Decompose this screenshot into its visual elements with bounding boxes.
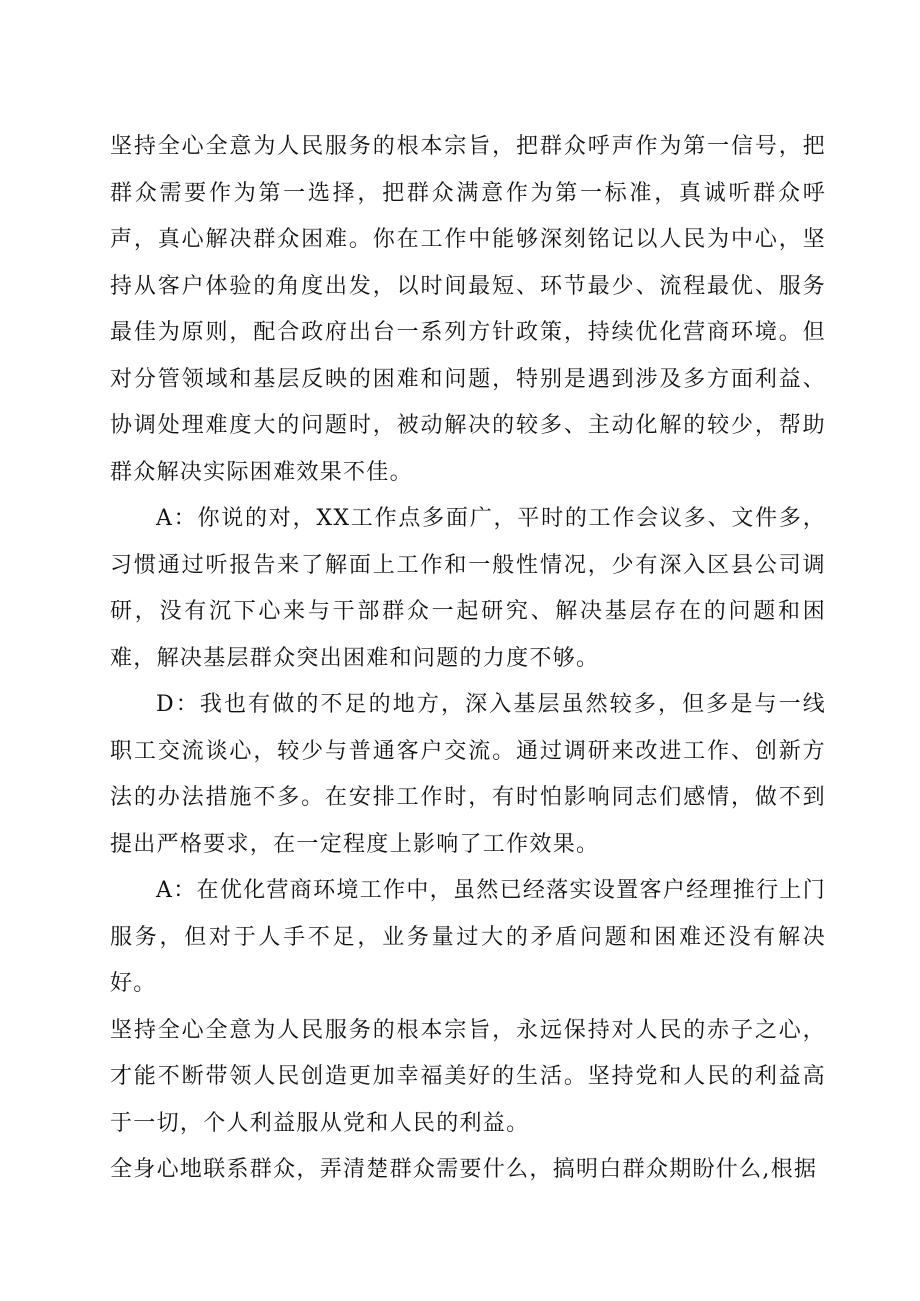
paragraph-d-response: D：我也有做的不足的地方，深入基层虽然较多，但多是与一线职工交流谈心，较少与普通客户交流。通过调研来改进工作、创新方法的办法措施不多。在安排工作时，有时怕影响同志们感情，做不到提出严格要求，在一定程度上影响了工作效果。	[110, 692, 826, 857]
document-body	[110, 124, 826, 1194]
paragraph-contact-masses: 全身心地联系群众，弄清楚群众需要什么，搞明白群众期盼什么,根据	[110, 1157, 818, 1182]
paragraph-principle: 坚持全心全意为人民服务的根本宗旨，永远保持对人民的赤子之心，才能不断带领人民创造更加幸福美好的生活。坚持党和人民的利益高于一切，个人利益服从党和人民的利益。	[110, 1017, 826, 1136]
paragraph-a-business-environment: A：在优化营商环境工作中，虽然已经落实设置客户经理推行上门服务，但对于人手不足，业务量过大的矛盾问题和困难还没有解决好。	[110, 878, 826, 996]
paragraph-a-response: A：你说的对，XX工作点多面广，平时的工作会议多、文件多，习惯通过听报告来了解面上工作和一般性情况，少有深入区县公司调研，没有沉下心来与干部群众一起研究、解决基层存在的问题和困难，解决基层群众突出困难和问题的力度不够。	[110, 506, 826, 671]
paragraph-intro: 坚持全心全意为人民服务的根本宗旨，把群众呼声作为第一信号，把群众需要作为第一选择，把群众满意作为第一标准，真诚听群众呼声，真心解决群众困难。你在工作中能够深刻铭记以人民为中心，坚持从客户体验的角度出发，以时间最短、环节最少、流程最优、服务最佳为原则，配合政府出台一系列方针政策，持续优化营商环境。但对分管领域和基层反映的困难和问题，特别是遇到涉及多方面利益、协调处理难度大的问题时，被动解决的较多、主动化解的较少，帮助群众解决实际困难效果不佳。	[110, 134, 826, 485]
